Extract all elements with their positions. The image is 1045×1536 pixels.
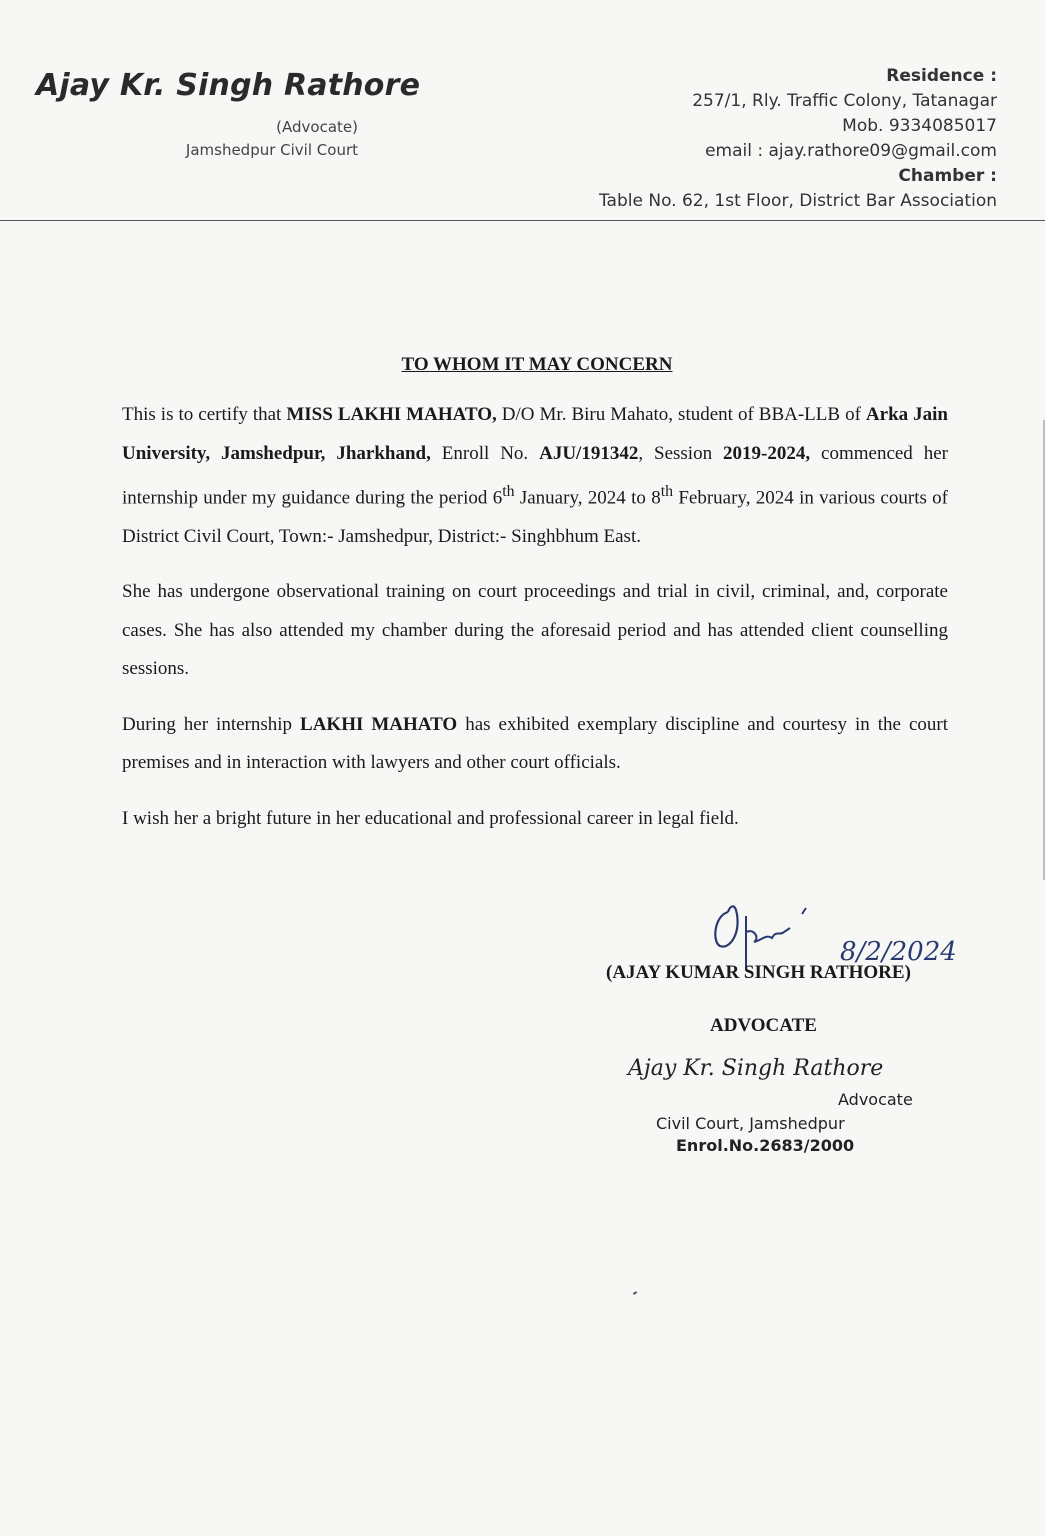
letterhead-name: Ajay Kr. Singh Rathore xyxy=(36,68,421,103)
residence-label: Residence : xyxy=(886,66,997,86)
letterhead-contact xyxy=(517,64,997,214)
letterhead-role: (Advocate) xyxy=(276,118,358,136)
stamp-signature: Ajay Kr. Singh Rathore xyxy=(628,1056,884,1081)
p1-text-3: Enroll No. xyxy=(430,442,540,464)
residence-address: 257/1, Rly. Traffic Colony, Tatanagar xyxy=(692,91,997,111)
chamber-label: Chamber : xyxy=(898,166,997,186)
p1-text-5: commenced her internship under my guidance during the period 6 xyxy=(122,442,948,509)
student-name: MISS LAKHI MAHATO, xyxy=(286,404,497,425)
signatory-name: (AJAY KUMAR SINGH RATHORE) xyxy=(606,962,911,983)
mobile-number: Mob. 9334085017 xyxy=(842,116,997,136)
university-name: Arka Jain University, Jamshedpur, Jharkhand, xyxy=(122,404,948,464)
stamp-enrol-number: Enrol.No.2683/2000 xyxy=(676,1136,855,1155)
ordinal-suffix: th xyxy=(660,483,674,500)
scan-speck xyxy=(633,1291,637,1295)
letterhead xyxy=(0,0,1045,230)
email-address: email : ajay.rathore09@gmail.com xyxy=(705,141,997,161)
p3-text-2: has exhibited exemplary discipline and courtesy in the court premises and in interaction with lawyers and other court officials. xyxy=(122,713,948,774)
p1-text-1: This is to certify that xyxy=(122,404,287,425)
ordinal-suffix: th xyxy=(502,483,515,500)
signatory-title: ADVOCATE xyxy=(710,1015,817,1036)
p1-text-7: February, 2024 in various courts of District Civil Court, Town:- Jamshedpur, District:- Singhbhum East. xyxy=(122,487,949,547)
p1-text-2: D/O Mr. Biru Mahato, student of BBA-LLB of xyxy=(496,404,866,425)
stamp-court: Civil Court, Jamshedpur xyxy=(656,1114,845,1133)
handwritten-date: 8/2/2024 xyxy=(840,937,957,967)
paragraph-training: She has undergone observational training on court proceedings and trial in civil, criminal, and, corporate cases. She has also attended my chamber during the aforesaid period and has attended client counselling sessions. xyxy=(122,581,948,680)
session-years: 2019-2024, xyxy=(723,442,811,464)
p3-text-1: During her internship xyxy=(122,713,301,735)
letterhead-divider xyxy=(0,220,1045,221)
student-name-bold: LAKHI MAHATO xyxy=(300,713,458,735)
stamp-role: Advocate xyxy=(838,1090,913,1109)
p1-text-6: January, 2024 to 8 xyxy=(514,487,661,509)
chamber-address: Table No. 62, 1st Floor, District Bar Association xyxy=(598,191,997,211)
letterhead-court: Jamshedpur Civil Court xyxy=(185,141,358,159)
letter-body xyxy=(122,354,948,855)
signature-block xyxy=(560,900,1020,1200)
paragraph-certification xyxy=(122,396,948,556)
paragraph-conduct xyxy=(122,706,948,783)
p1-text-4: , Session xyxy=(638,442,724,464)
paragraph-wishes: I wish her a bright future in her educational and professional career in legal field. xyxy=(122,807,739,829)
letter-heading: TO WHOM IT MAY CONCERN xyxy=(401,354,673,375)
enroll-number: AJU/191342 xyxy=(539,442,639,464)
